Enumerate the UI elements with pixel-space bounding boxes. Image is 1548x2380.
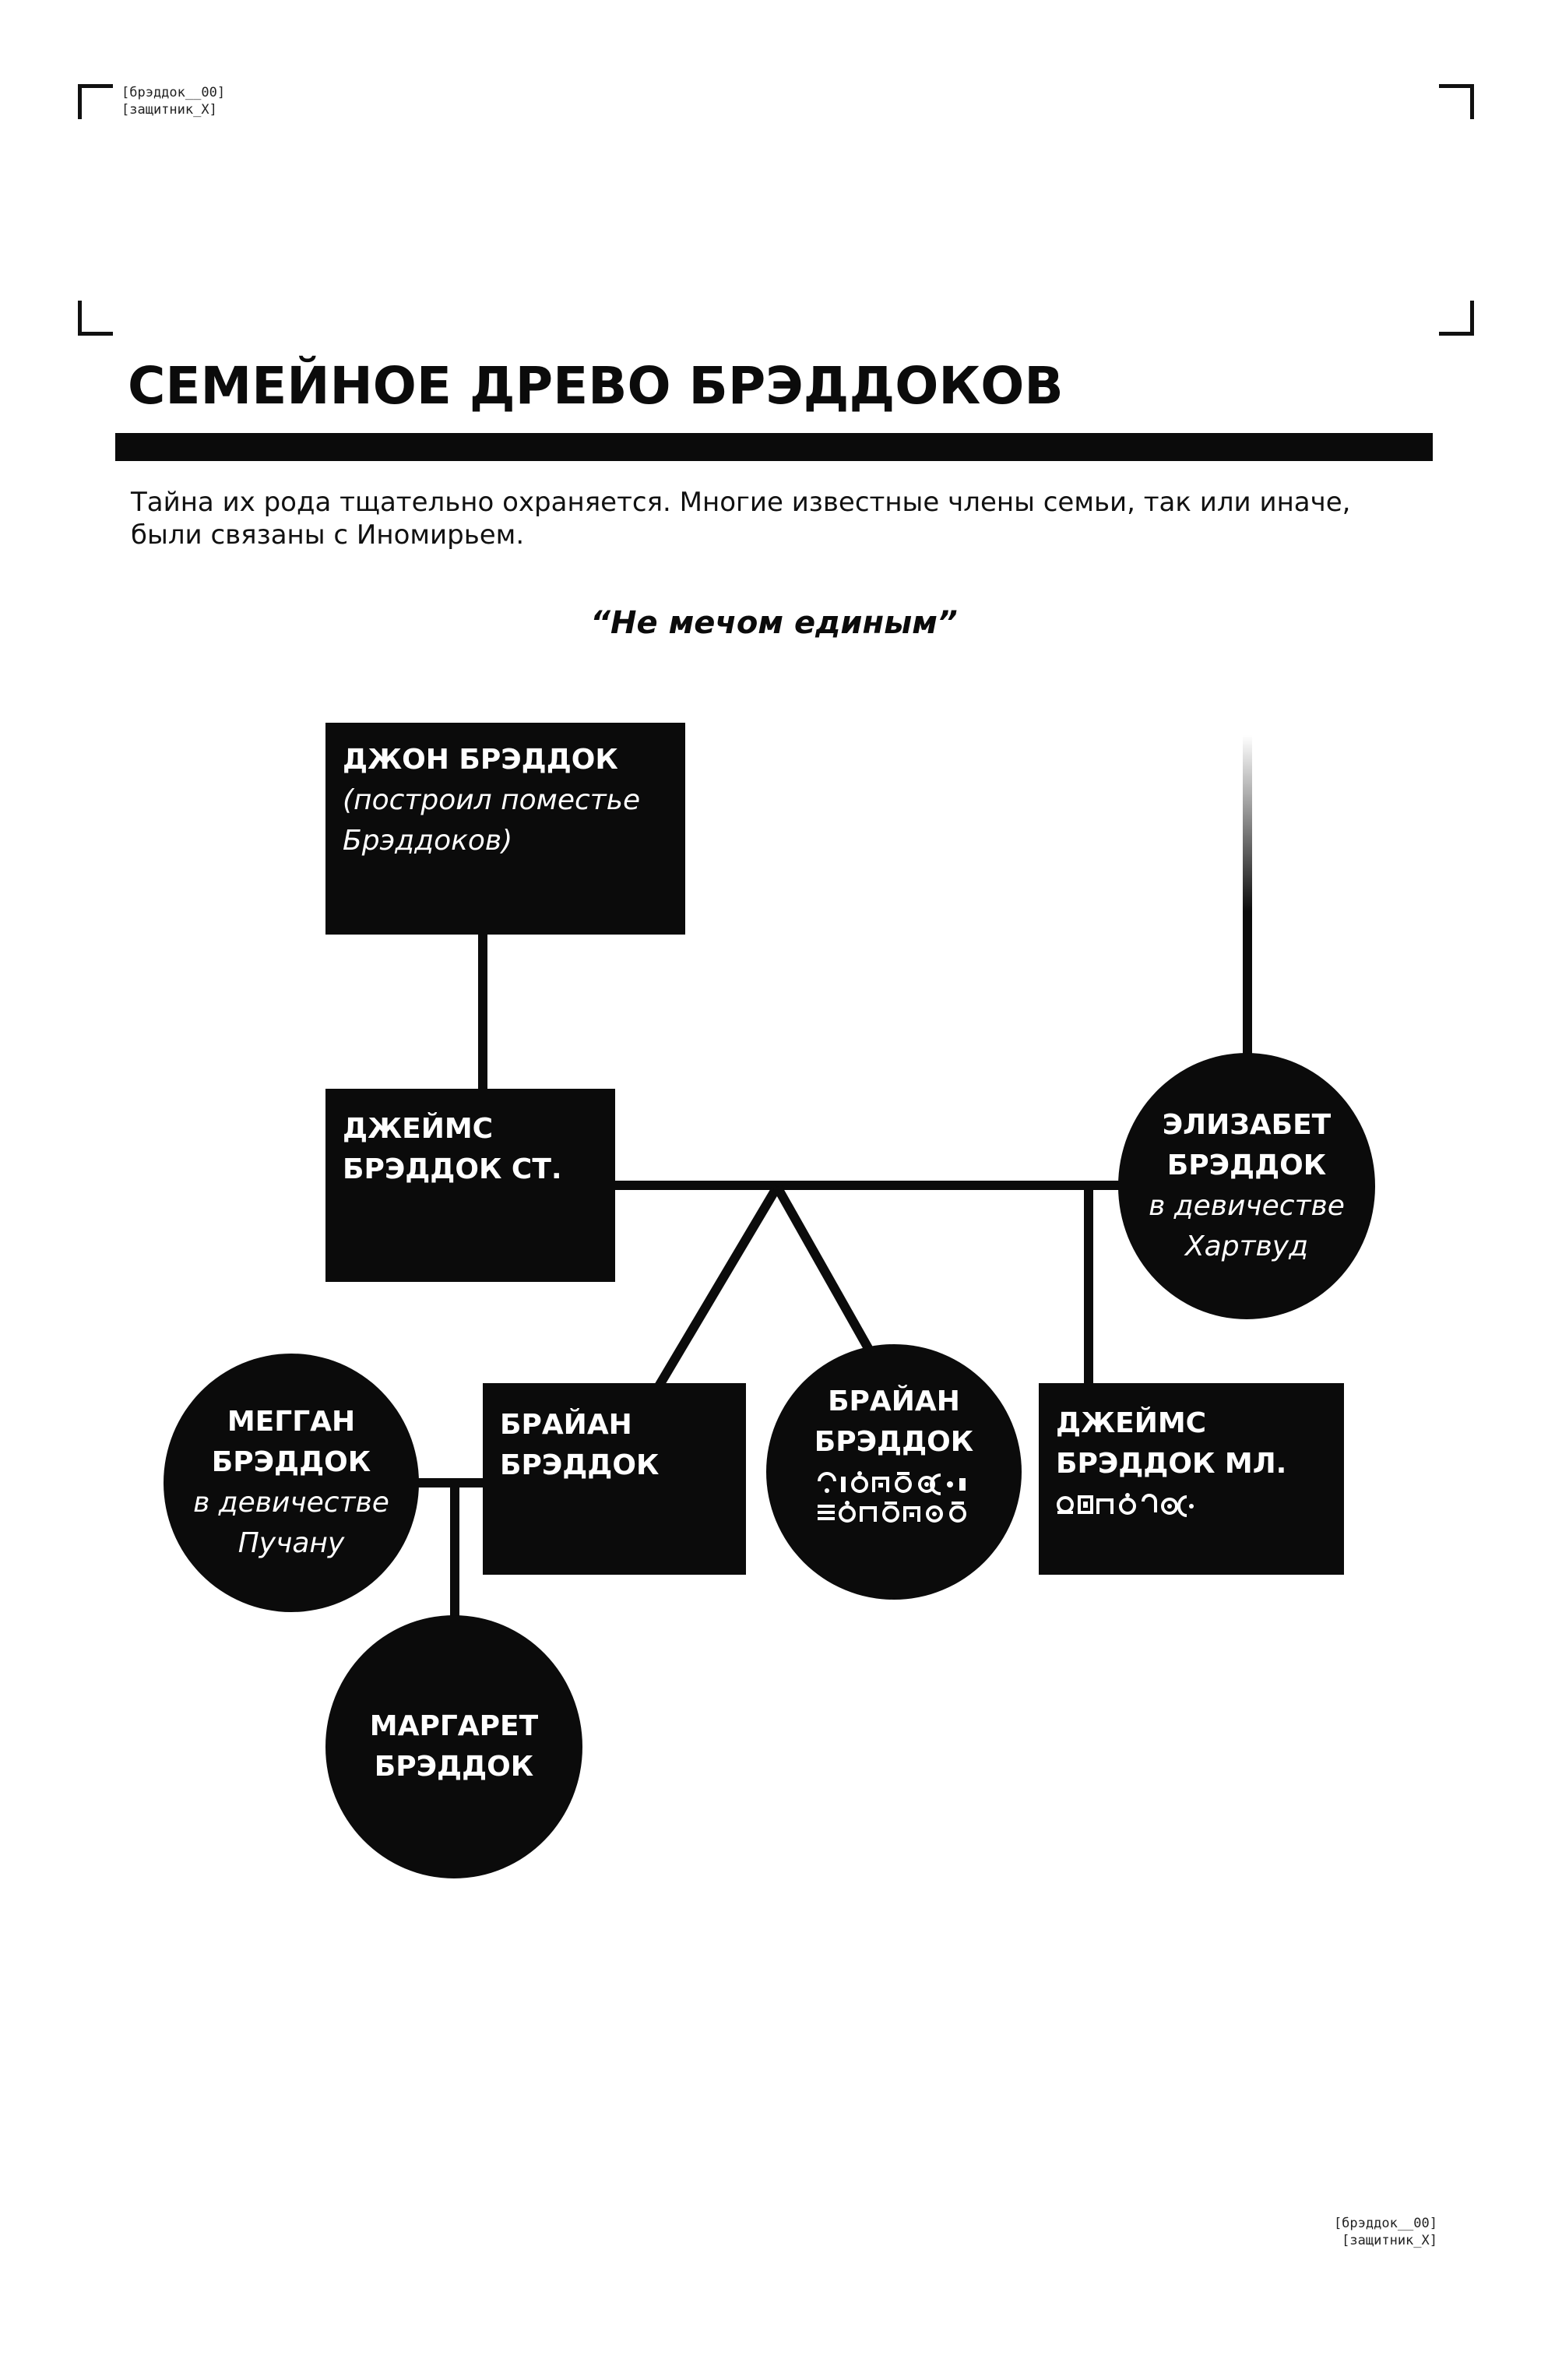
member-name: МАРГАРЕТ: [369, 1710, 539, 1742]
member-name: БРЭДДОК: [500, 1449, 660, 1481]
member-brian-braddock-otherworld: [766, 1344, 1022, 1600]
member-name: МЕГГАН: [227, 1406, 356, 1438]
member-james-braddock-jr: [1039, 1383, 1344, 1575]
header-code-line-2: [защитник_X]: [121, 102, 217, 118]
footer-code-line-2: [защитник_X]: [1342, 2233, 1437, 2248]
glyph-row-1: [816, 1469, 972, 1495]
footer-code: [1324, 2215, 1437, 2249]
member-name: ДЖЕЙМС: [343, 1113, 494, 1145]
member-james-braddock-sr: [325, 1089, 615, 1282]
link-couple-to-brian: [659, 1187, 777, 1386]
member-name: БРЭДДОК МЛ.: [1056, 1448, 1287, 1480]
link-elizabeth-ancestry: [1243, 735, 1252, 1056]
member-john-braddock: [325, 723, 685, 935]
member-name: БРЭДДОК: [211, 1446, 371, 1478]
member-name: ДЖОН БРЭДДОК: [343, 744, 618, 776]
member-note: (построил поместье: [343, 784, 641, 816]
footer-code-line-1: [брэддок__00]: [1333, 2216, 1437, 2231]
otherworld-script: [1056, 1489, 1327, 1519]
link-couple-to-brian-alt: [777, 1187, 872, 1355]
member-elizabeth-braddock: [1118, 1053, 1375, 1319]
member-margaret-braddock: [325, 1615, 582, 1878]
member-name: ЭЛИЗАБЕТ: [1162, 1109, 1332, 1141]
member-brian-braddock: [483, 1383, 746, 1575]
member-note: в девичестве: [193, 1487, 389, 1519]
member-note: Пучану: [237, 1527, 345, 1559]
member-note: Хартвуд: [1185, 1230, 1308, 1262]
member-name: БРАЙАН: [828, 1385, 960, 1417]
member-note: Брэддоков): [343, 825, 513, 857]
page-title: СЕМЕЙНОЕ ДРЕВО БРЭДДОКОВ: [128, 356, 1064, 416]
member-name: БРАЙАН: [500, 1409, 632, 1441]
member-note: в девичестве: [1149, 1190, 1345, 1222]
glyph-row-2: [816, 1498, 972, 1525]
member-meggan-braddock: [164, 1354, 419, 1612]
otherworld-script: [816, 1467, 972, 1526]
glyph-row-1: [1056, 1491, 1196, 1517]
member-name: БРЭДДОК: [814, 1426, 974, 1458]
header-code-line-1: [брэддок__00]: [121, 85, 226, 100]
member-name: БРЭДДОК СТ.: [343, 1153, 562, 1185]
intro-text: Тайна их рода тщательно охраняется. Многие известные члены семьи, так или иначе, были связаны с Иномирьем.: [131, 487, 1351, 551]
member-name: БРЭДДОК: [1166, 1150, 1327, 1181]
member-name: БРЭДДОК: [374, 1751, 534, 1783]
member-name: ДЖЕЙМС: [1056, 1407, 1207, 1439]
motto: “Не мечом единым”: [590, 605, 958, 641]
